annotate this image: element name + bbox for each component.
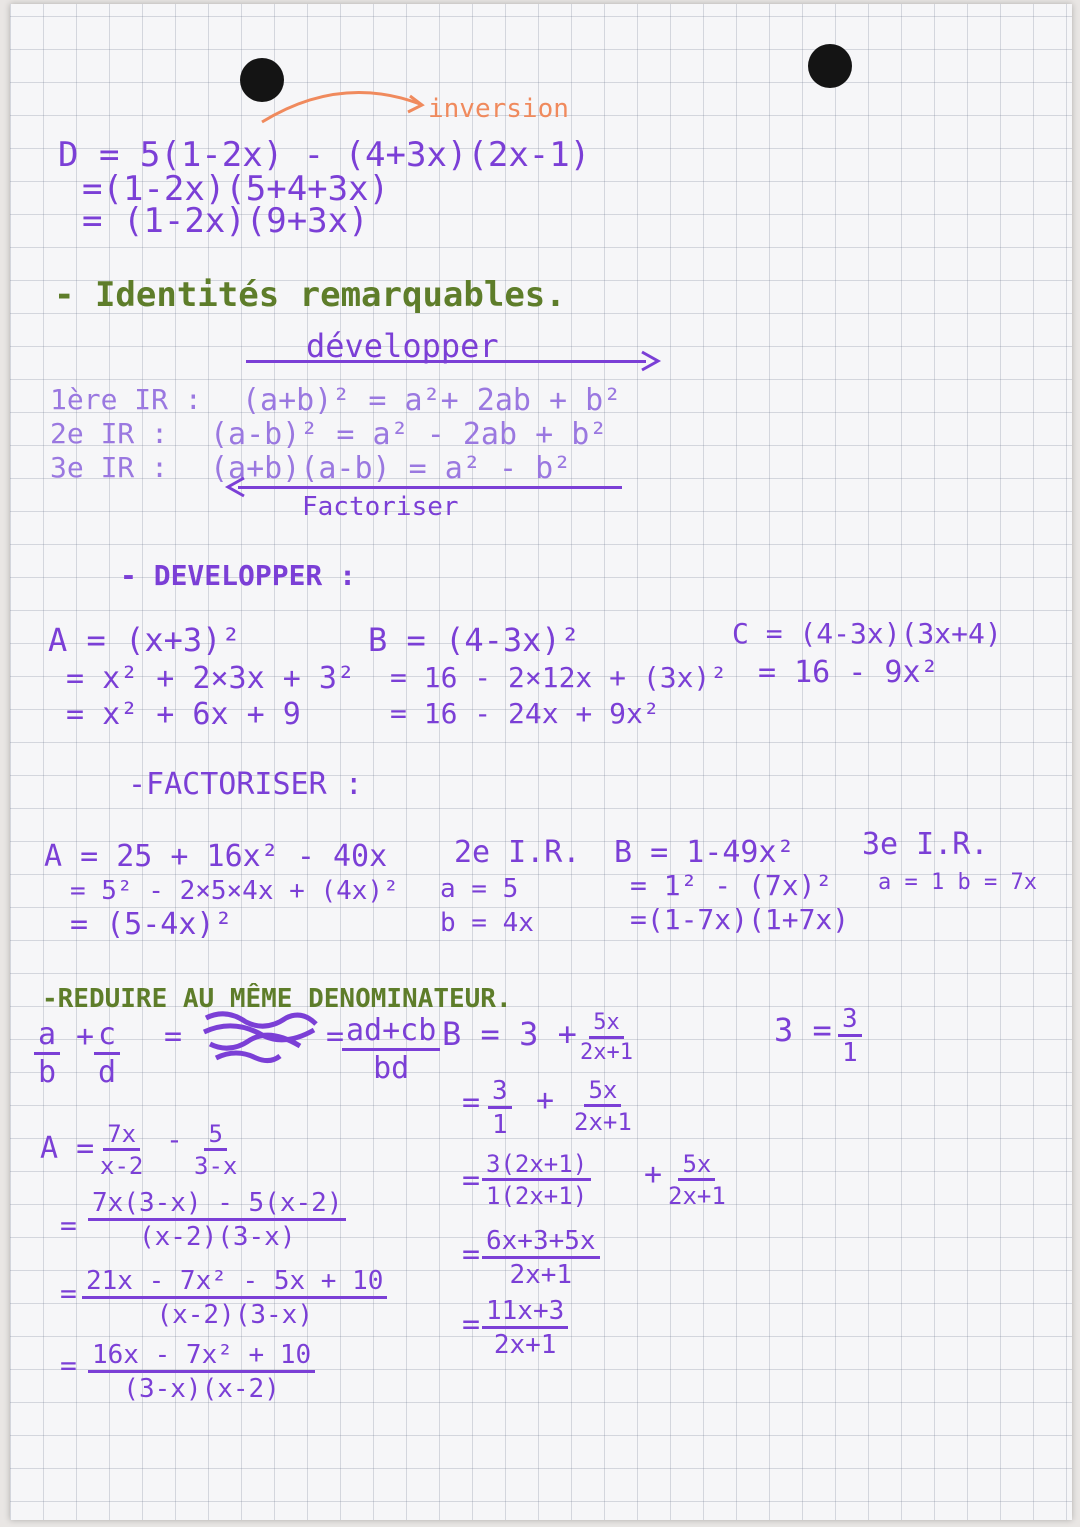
developper-heading: - DEVELOPPER :	[120, 559, 357, 592]
dev-c-line2: = 16 - 9x²	[758, 655, 939, 690]
dev-a-line2: = x² + 2×3x + 3²	[66, 661, 355, 696]
fact-a-note3: b = 4x	[440, 908, 534, 938]
example-a-step2-frac: $\frac{\text{21x - 7x² - 5x + 10}}{(x-2)(3-x)}$	[82, 1268, 387, 1328]
example-a-step1-eq: =	[60, 1209, 77, 1242]
example-a-fraction-1: $\frac{7x}{x-2}$	[100, 1120, 144, 1180]
fact-b-line3: =(1-7x)(1+7x)	[630, 903, 850, 936]
fact-a-line2: = 5² - 2×5×4x + (4x)²	[70, 876, 399, 906]
equation-d-line2: =(1-2x)(5+4+3x)	[82, 169, 390, 209]
identity-2-formula: (a-b)² = a² - 2ab + b²	[210, 417, 608, 452]
example-b-step2-eq: =	[462, 1163, 481, 1198]
rule-result-fraction: $\frac{ad+cb}{bd}$	[342, 1016, 440, 1084]
dev-b-line2: = 16 - 2×12x + (3x)²	[390, 661, 728, 694]
identity-2-label: 2e IR :	[50, 417, 169, 450]
dev-b-line3: = 16 - 24x + 9x²	[390, 697, 660, 730]
factoriser-heading: -FACTORISER :	[128, 767, 363, 802]
reduire-heading: -REDUIRE AU MÊME DENOMINATEUR.	[42, 984, 512, 1014]
rule-fraction-a-b: $\frac{a}{b}$	[34, 1020, 60, 1088]
example-a-step1-frac: $\frac{7x(3-x) - 5(x-2)}{(x-2)(3-x)}$	[88, 1190, 346, 1250]
dev-a-line3: = x² + 6x + 9	[66, 697, 301, 732]
side-note-fraction: $\frac{3}{1}$	[838, 1006, 862, 1066]
develop-label: développer	[306, 327, 499, 365]
example-b-step4-frac: $\frac{11x+3}{2x+1}$	[482, 1298, 568, 1358]
fact-a-note2: a = 5	[440, 874, 519, 904]
example-b-step3-frac: $\frac{6x+3+5x}{2x+1}$	[482, 1228, 600, 1288]
fact-b-note2: a = 1 b = 7x	[878, 870, 1037, 895]
side-note-left: 3 =	[774, 1011, 832, 1049]
example-a-minus: -	[166, 1123, 183, 1156]
fact-b-note1: 3e I.R.	[862, 827, 989, 862]
rule-equals-1: =	[164, 1019, 183, 1054]
example-b-step1-plus: +	[536, 1083, 555, 1118]
fact-a-note1: 2e I.R.	[454, 835, 581, 870]
example-b-label: B = 3 +	[442, 1015, 577, 1053]
example-b-step2-plus: +	[644, 1157, 663, 1192]
example-b-step2-frac-a: $\frac{3(2x+1)}{1(2x+1)}$	[482, 1152, 591, 1208]
example-b-fraction-0: $\frac{5x}{2x+1}$	[580, 1010, 633, 1065]
dev-b-line1: B = (4-3x)²	[368, 621, 580, 659]
example-b-step3-eq: =	[462, 1237, 481, 1272]
identity-1-formula: (a+b)² = a²+ 2ab + b²	[242, 383, 622, 418]
rule-equals-2: =	[326, 1019, 345, 1054]
identity-3-formula: (a+b)(a-b) = a² - b²	[210, 451, 572, 486]
fact-a-line3: = (5-4x)²	[70, 907, 233, 942]
fact-b-line1: B = 1-49x²	[614, 835, 795, 870]
fact-b-line2: = 1² - (7x)²	[630, 869, 833, 902]
example-a-step3-eq: =	[60, 1349, 77, 1382]
rule-plus: +	[76, 1019, 95, 1054]
example-b-step1-frac-b: $\frac{5x}{2x+1}$	[574, 1076, 632, 1136]
notebook-page	[10, 4, 1072, 1520]
dev-a-line1: A = (x+3)²	[48, 621, 241, 659]
fact-a-line1: A = 25 + 16x² - 40x	[44, 839, 388, 874]
example-b-step1-eq: =	[462, 1085, 481, 1120]
factor-label: Factoriser	[302, 492, 459, 522]
identity-1-label: 1ère IR :	[50, 383, 202, 416]
example-b-step4-eq: =	[462, 1307, 481, 1342]
equation-d-line3: = (1-2x)(9+3x)	[82, 201, 369, 241]
example-b-step2-frac-b: $\frac{5x}{2x+1}$	[668, 1150, 726, 1210]
identities-heading: - Identités remarquables.	[54, 275, 566, 315]
identity-3-label: 3e IR :	[50, 451, 169, 484]
equation-d-line1: D = 5(1-2x) - (4+3x)(2x-1)	[58, 135, 591, 175]
example-b-step1-frac-a: $\frac{3}{1}$	[488, 1078, 512, 1138]
example-a-step3-frac: $\frac{\text{16x - 7x² + 10}}{(3-x)(x-2)}$	[88, 1342, 315, 1402]
inversion-note: inversion	[428, 94, 569, 124]
example-a-fraction-2: $\frac{5}{3-x}$	[194, 1120, 238, 1180]
rule-fraction-c-d: $\frac{c}{d}$	[94, 1020, 120, 1088]
example-a-step2-eq: =	[60, 1277, 77, 1310]
example-a-label: A =	[40, 1131, 95, 1166]
dev-c-line1: C = (4-3x)(3x+4)	[732, 617, 1002, 650]
